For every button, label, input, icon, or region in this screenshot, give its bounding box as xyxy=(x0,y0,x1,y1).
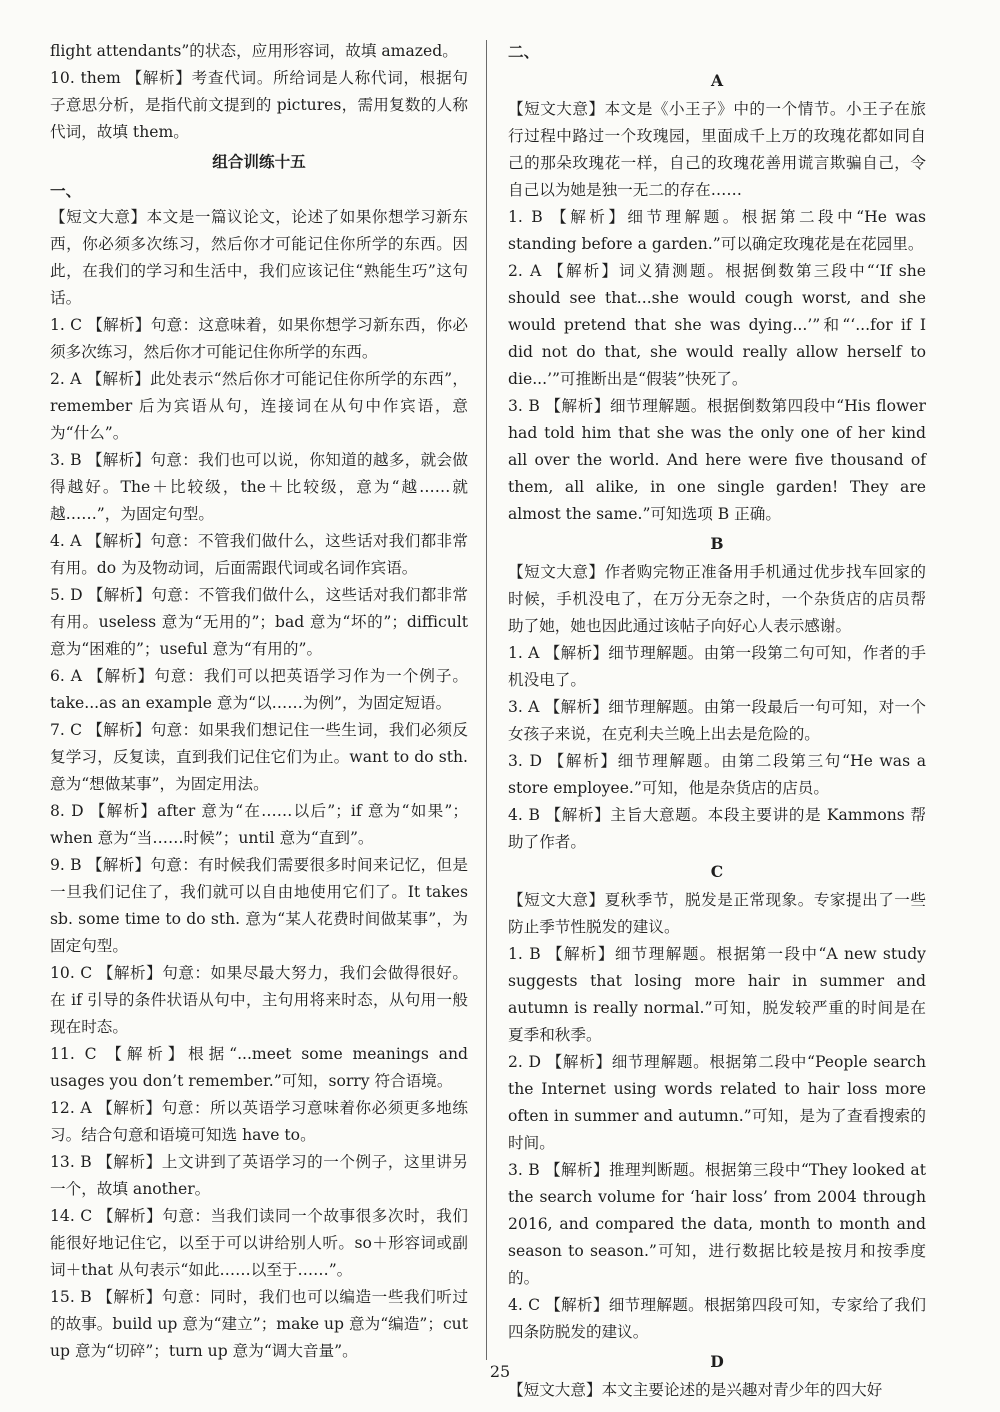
answer-item: 14. C 【解析】句意：当我们读同一个故事很多次时，我们能很好地记住它，以至于可以讲给别人听。so＋形容词或副词＋that 从句表示“如此……以至于……”。 xyxy=(50,1207,468,1279)
section-heading: 一、 xyxy=(50,181,82,200)
passage-letter: A xyxy=(710,71,724,90)
column-divider xyxy=(486,40,487,1360)
answer-item: 9. B 【解析】句意：有时候我们需要很多时间来记忆，但是一旦我们记住了，我们就可以自由地使用它们了。It takes sb. some time to do sth. 意为“某人花费时间做某事”，为固定句型。 xyxy=(50,856,468,955)
answer-item: 3. D 【解析】细节理解题。由第二段第三句“He was a store employee.”可知，他是杂货店的店员。 xyxy=(508,752,926,797)
answer-item: 4. A 【解析】句意：不管我们做什么，这些话对我们都非常有用。do 为及物动词，后面需跟代词或名词作宾语。 xyxy=(50,532,468,577)
answer-item: 10. C 【解析】句意：如果尽最大努力，我们会做得很好。在 if 引导的条件状语从句中，主句用将来时态，从句用一般现在时态。 xyxy=(50,964,468,1036)
answer-item: 1. B 【解析】细节理解题。根据第一段中“A new study suggests that losing more hair in summer and autumn is really normal.”可知，脱发较严重的时间是在夏季和秋季。 xyxy=(508,945,926,1044)
answer-item: 11. C 【解析】根据“...meet some meanings and usages you don’t remember.”可知，sorry 符合语境。 xyxy=(50,1045,468,1090)
answer-item: 3. B 【解析】推理判断题。根据第三段中“They looked at the search volume for ‘hair loss’ from 2004 through 2016, and compared the data, month to month and season to season.”可知，进行数据比较是按月和按季度的。 xyxy=(508,1161,926,1287)
left-column xyxy=(50,38,468,1365)
passage-summary: 【短文大意】作者购完物正准备用手机通过优步找车回家的时候，手机没电了，在万分无奈之时，一个杂货店的店员帮助了她，她也因此通过该帖子向好心人表示感谢。 xyxy=(508,563,926,635)
right-column xyxy=(508,38,926,1404)
continued-answer: flight attendants”的状态，应用形容词，故填 amazed。 xyxy=(50,42,458,60)
answer-item: 8. D 【解析】after 意为“在……以后”；if 意为“如果”；when 意为“当……时候”；until 意为“直到”。 xyxy=(50,802,468,847)
answer-item: 2. D 【解析】细节理解题。根据第二段中“People search the Internet using words related to hair loss more often in summer and autumn.”可知，是为了查看搜索的时间。 xyxy=(508,1053,926,1152)
answer-item: 2. A 【解析】此处表示“然后你才可能记住你所学的东西”，remember 后为宾语从句，连接词在从句中作宾语，意为“什么”。 xyxy=(50,370,468,442)
passage-letter: B xyxy=(710,534,724,553)
answer-item: 4. B 【解析】主旨大意题。本段主要讲的是 Kammons 帮助了作者。 xyxy=(508,806,926,851)
passage-summary: 【短文大意】本文是一篇议论文，论述了如果你想学习新东西，你必须多次练习，然后你才可能记住你所学的东西。因此，在我们的学习和生活中，我们应该记住“熟能生巧”这句话。 xyxy=(50,208,468,307)
answer-item: 3. A 【解析】细节理解题。由第一段最后一句可知，对一个女孩子来说，在克利夫兰晚上出去是危险的。 xyxy=(508,698,926,743)
passage-letter: C xyxy=(710,862,724,881)
answer-item: 1. B 【解析】细节理解题。根据第二段中“He was standing before a garden.”可以确定玫瑰花是在花园里。 xyxy=(508,208,926,253)
passage-summary: 【短文大意】本文主要论述的是兴趣对青少年的四大好 xyxy=(508,1381,883,1399)
group-title: 组合训练十五 xyxy=(212,152,306,171)
passage-letter: D xyxy=(710,1352,724,1371)
section-heading: 二、 xyxy=(508,42,540,61)
answer-item: 5. D 【解析】句意：不管我们做什么，这些话对我们都非常有用。useless 意为“无用的”；bad 意为“坏的”；difficult 意为“困难的”；useful 意为“有用的”。 xyxy=(50,586,468,658)
passage-summary: 【短文大意】本文是《小王子》中的一个情节。小王子在旅行过程中路过一个玫瑰园，里面成千上万的玫瑰花都如同自己的那朵玫瑰花一样，自己的玫瑰花善用谎言欺骗自己，令自己以为她是独一无二的存在…… xyxy=(508,100,926,199)
answer-item: 10. them 【解析】考查代词。所给词是人称代词，根据句子意思分析，是指代前文提到的 pictures，需用复数的人称代词，故填 them。 xyxy=(50,69,468,141)
answer-item: 13. B 【解析】上文讲到了英语学习的一个例子，这里讲另一个，故填 another。 xyxy=(50,1153,468,1198)
answer-item: 1. C 【解析】句意：这意味着，如果你想学习新东西，你必须多次练习，然后你才可能记住你所学的东西。 xyxy=(50,316,468,361)
answer-item: 4. C 【解析】细节理解题。根据第四段可知，专家给了我们四条防脱发的建议。 xyxy=(508,1296,926,1341)
answer-item: 3. B 【解析】句意：我们也可以说，你知道的越多，就会做得越好。The＋比较级，the＋比较级，意为“越……就越……”，为固定句型。 xyxy=(50,451,468,523)
answer-item: 1. A 【解析】细节理解题。由第一段第二句可知，作者的手机没电了。 xyxy=(508,644,926,689)
page-number: 25 xyxy=(489,1362,511,1381)
answer-item: 2. A 【解析】词义猜测题。根据倒数第三段中“‘If she should see that...she would cough worst, and she would pretend that she was dying...’”和“‘...for if I did not do that, she would really allow herself to die...’”可推断出是“假装”快死了。 xyxy=(508,262,926,388)
answer-item: 12. A 【解析】句意：所以英语学习意味着你必须更多地练习。结合句意和语境可知选 have to。 xyxy=(50,1099,468,1144)
answer-item: 7. C 【解析】句意：如果我们想记住一些生词，我们必须反复学习，反复读，直到我们记住它们为止。want to do sth. 意为“想做某事”，为固定用法。 xyxy=(50,721,468,793)
answer-item: 6. A 【解析】句意：我们可以把英语学习作为一个例子。take...as an example 意为“以……为例”，为固定短语。 xyxy=(50,667,468,712)
passage-summary: 【短文大意】夏秋季节，脱发是正常现象。专家提出了一些防止季节性脱发的建议。 xyxy=(508,891,926,936)
answer-item: 3. B 【解析】细节理解题。根据倒数第四段中“His flower had told him that she was the only one of her kind all over the world. And here were five thousand of them, all alike, in one single garden! They are almost the same.”可知选项 B 正确。 xyxy=(508,397,926,523)
answer-item: 15. B 【解析】句意：同时，我们也可以编造一些我们听过的故事。build up 意为“建立”；make up 意为“编造”；cut up 意为“切碎”；turn up 意为“调大音量”。 xyxy=(50,1288,468,1360)
